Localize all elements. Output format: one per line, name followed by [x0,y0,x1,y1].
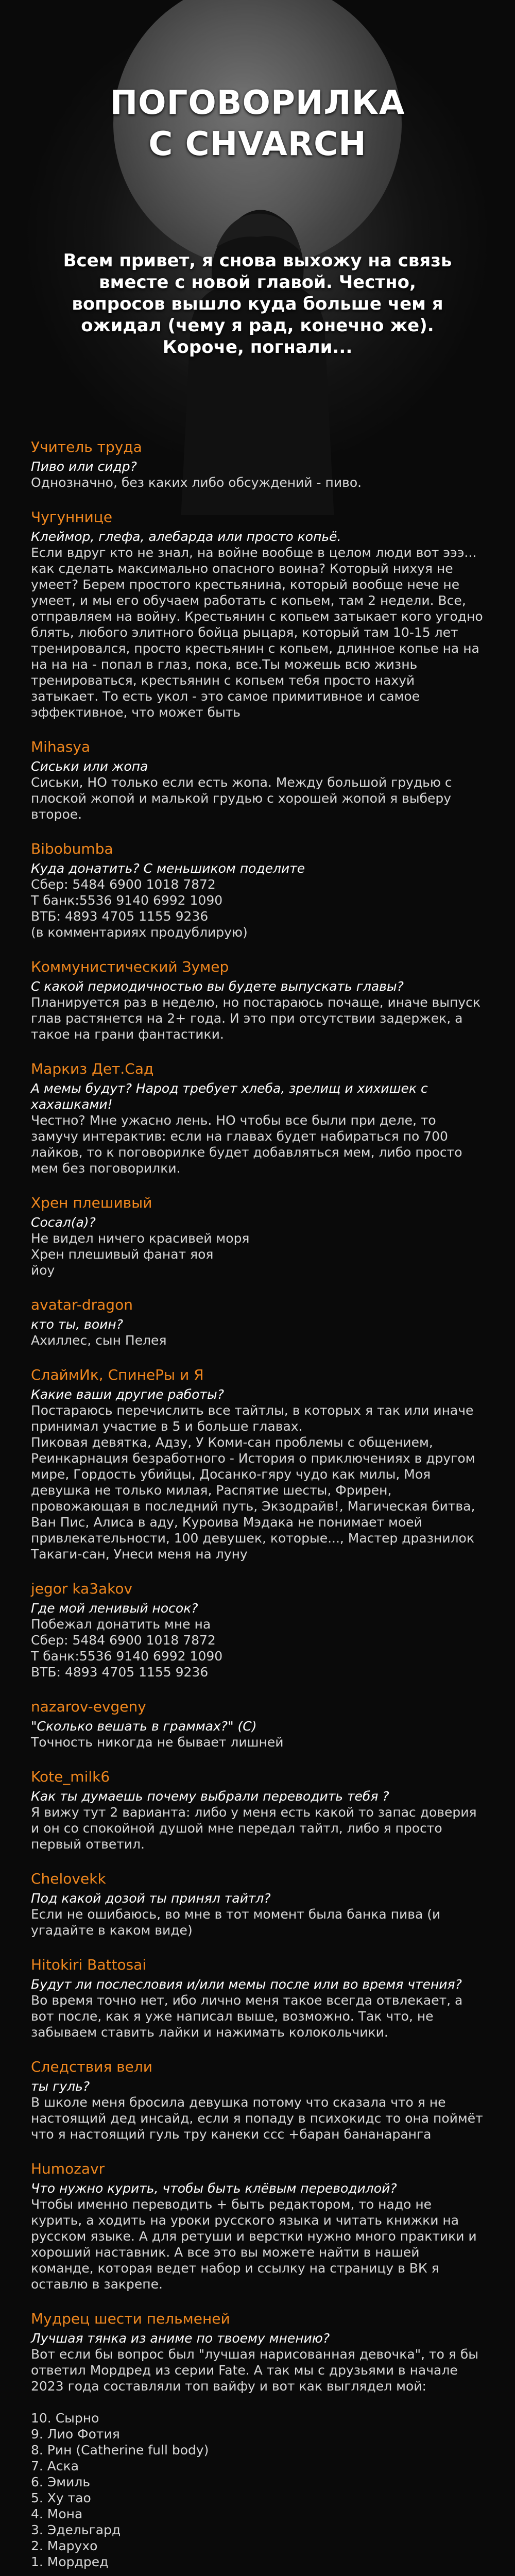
asker-name: Kote_milk6 [31,1768,110,1785]
qa-entry [31,840,484,940]
answer-text: Точность никогда не бывает лишней [31,1735,284,1750]
title-line-2: С CHVARCH [148,125,367,163]
question-text: Будут ли послесловия и/или мемы после или во время чтения? [31,1977,462,1992]
qa-entry [31,1194,484,1278]
qa-entry [31,738,484,822]
qa-entry [31,1768,484,1852]
qa-entry [31,958,484,1042]
qa-entry [31,1580,484,1680]
qa-entry [31,1366,484,1562]
answer-text: Побежал донатить мне на Сбер: 5484 6900 1018 7872 Т банк:5536 9140 6992 1090 ВТБ: 4893 4705 1155 9236 [31,1617,223,1680]
qa-entry [31,1060,484,1176]
question-text: Пиво или сидр? [31,459,137,474]
answer-text: Я вижу тут 2 варианта: либо у меня есть какой то запас доверия и он со спокойной душой мне передал тайтл, либо я просто первый ответил. [31,1805,477,1852]
qa-entry [31,1698,484,1750]
question-text: ты гуль? [31,2079,90,2094]
asker-name: Mihasya [31,738,91,755]
question-text: Лучшая тянка из аниме по твоему мнению? [31,2331,330,2346]
asker-name: СлаймИк, СпинеРы и Я [31,1366,204,1383]
qa-entry [31,1296,484,1348]
question-text: А мемы будут? Народ требует хлеба, зрелищ и хихишек с хахашками! [31,1081,428,1112]
answer-text: Ахиллес, сын Пелея [31,1333,167,1348]
answer-text: Сбер: 5484 6900 1018 7872 Т банк:5536 9140 6992 1090 ВТБ: 4893 4705 1155 9236 (в комментариях продублирую) [31,877,248,940]
question-text: "Сколько вешать в граммах?" (С) [31,1719,257,1734]
asker-name: Hitokiri Battosai [31,1956,147,1973]
asker-name: jegor ka3akov [31,1580,133,1597]
qa-entry [31,2058,484,2142]
answer-text: Если вдруг кто не знал, на войне вообще в целом люди вот эээ... как сделать максимально опасного воина? Который нихуя не умеет? Берем простого крестьянина, который вообще нече не умеет, и мы его обучаем работать с копьем, там 2 недели. Все, отправляем на войну. Крестьянин с копьем затыкает кого угодно блять, любого элитного бойца рыцаря, который там 10-15 лет тренировался, просто крестьянин с копьем, длинное копье на на на на на - попал в глаз, пока, все.Ты можешь всю жизнь тренироваться, крестьянин с копьем тебя просто нахуй затыкает. То есть укол - это самое примитивное и самое эффективное, что может быть [31,545,483,720]
asker-name: Чугуннице [31,509,113,526]
answer-text: Чтобы именно переводить + быть редактором, то надо не курить, а ходить на уроки русского языка и читать книжки на русском языке. А для ретуши и верстки нужно много практики и хороший наставник. А все это вы можете найти в нашей команде, которая ведет набор и ссылку на страницу в ВК я оставлю в закрепе. [31,2197,477,2292]
question-text: С какой периодичностью вы будете выпускать главы? [31,979,404,994]
answer-text: Вот если бы вопрос был "лучшая нарисованная девочка", то я бы ответил Мордред из серии Fate. А так мы с друзьями в начале 2023 года составляли топ вайфу и вот как выглядел мой: 10. Сырно 9. Лио Фотия 8. Рин (Catherine full body) 7. Аска 6. Эмиль 5. Ху тао 4. Мона 3. Эдельгард 2. Марухо 1. Мордред [31,2347,478,2569]
question-text: Где мой ленивый носок? [31,1601,198,1616]
answer-text: Честно? Мне ужасно лень. НО чтобы все были при деле, то замучу интерактив: если на главах будет набираться по 700 лайков, то к поговорилке будет добавляться мем, либо просто мем без поговорилки. [31,1113,462,1176]
qa-entry [31,2160,484,2292]
qa-entry [31,1870,484,1938]
page-title [0,82,515,165]
asker-name: avatar-dragon [31,1296,133,1313]
answer-text: Постараюсь перечислить все тайтлы, в которых я так или иначе принимал участие в 5 и больше главах. Пиковая девятка, Адзу, У Коми-сан проблемы с общением, Реинкарнация безработного - История о приключениях в другом мире, Гордость убийцы, Досанко-гяру чудо как милы, Моя девушка не только милая, Распятие шесты, Фрирен, провожающая в последний путь, Экзодрайв!, Магическая битва, Ван Пис, Алиса в аду, Куроива Мэдака не понимает моей привлекательности, 100 девушек, которые..., Мастер дразнилок Такаги-сан, Унеси меня на луну [31,1403,475,1562]
title-line-1: ПОГОВОРИЛКА [110,84,405,122]
question-text: Сосал(а)? [31,1215,96,1230]
question-text: Куда донатить? С меньшиком поделите [31,861,305,876]
answer-text: Во время точно нет, ибо лично меня такое всегда отвлекает, а вот после, как я уже написал выше, возможно. Так что, не забываем ставить лайки и нажимать колокольчики. [31,1993,463,2040]
question-text: Что нужно курить, чтобы быть клёвым переводилой? [31,2181,397,2196]
qa-list [31,438,484,2576]
answer-text: Если не ошибаюсь, во мне в тот момент была банка пива (и угадайте в каком виде) [31,1907,441,1938]
question-text: кто ты, воин? [31,1317,123,1332]
asker-name: Коммунистический Зумер [31,958,229,975]
answer-text: Однозначно, без каких либо обсуждений - пиво. [31,475,362,490]
asker-name: Следствия вели [31,2058,153,2075]
qa-entry [31,1956,484,2040]
asker-name: Учитель труда [31,438,142,455]
qa-entry [31,508,484,720]
answer-text: Не видел ничего красивей моря Хрен плешивый фанат яоя йоу [31,1231,250,1278]
answer-text: В школе меня бросила девушка потому что сказала что я не настоящий дед инсайд, если я попаду в психокидс то она поймёт что я настоящий гуль тру канеки ссс +баран бананаранга [31,2095,483,2142]
intro-text: Всем привет, я снова выхожу на связь вместе с новой главой. Честно, вопросов вышло куда больше чем я ожидал (чему я рад, конечно же). Короче, погнали... [63,250,452,358]
question-text: Какие ваши другие работы? [31,1387,224,1402]
asker-name: Мудрец шести пельменей [31,2310,230,2327]
asker-name: Bibobumba [31,840,113,857]
question-text: Под какой дозой ты принял тайтл? [31,1891,271,1906]
answer-text: Планируется раз в неделю, но постараюсь почаще, иначе выпуск глав растянется на 2+ года. И это при отсутствии задержек, а такое на грани фантастики. [31,995,480,1042]
question-text: Сиськи или жопа [31,759,148,774]
asker-name: nazarov-evgeny [31,1698,146,1715]
qa-entry [31,2310,484,2576]
asker-name: Chelovekk [31,1870,106,1887]
question-text: Клеймор, глефа, алебарда или просто копьё. [31,529,341,544]
question-text: Как ты думаешь почему выбрали переводить тебя ? [31,1789,389,1804]
qa-entry [31,438,484,490]
asker-name: Humozavr [31,2160,105,2177]
asker-name: Хрен плешивый [31,1194,152,1211]
asker-name: Маркиз Дет.Сад [31,1060,154,1077]
answer-text: Сиськи, НО только если есть жопа. Между большой грудью с плоской жопой и малькой грудью с хорошей жопой я выберу второе. [31,775,452,822]
